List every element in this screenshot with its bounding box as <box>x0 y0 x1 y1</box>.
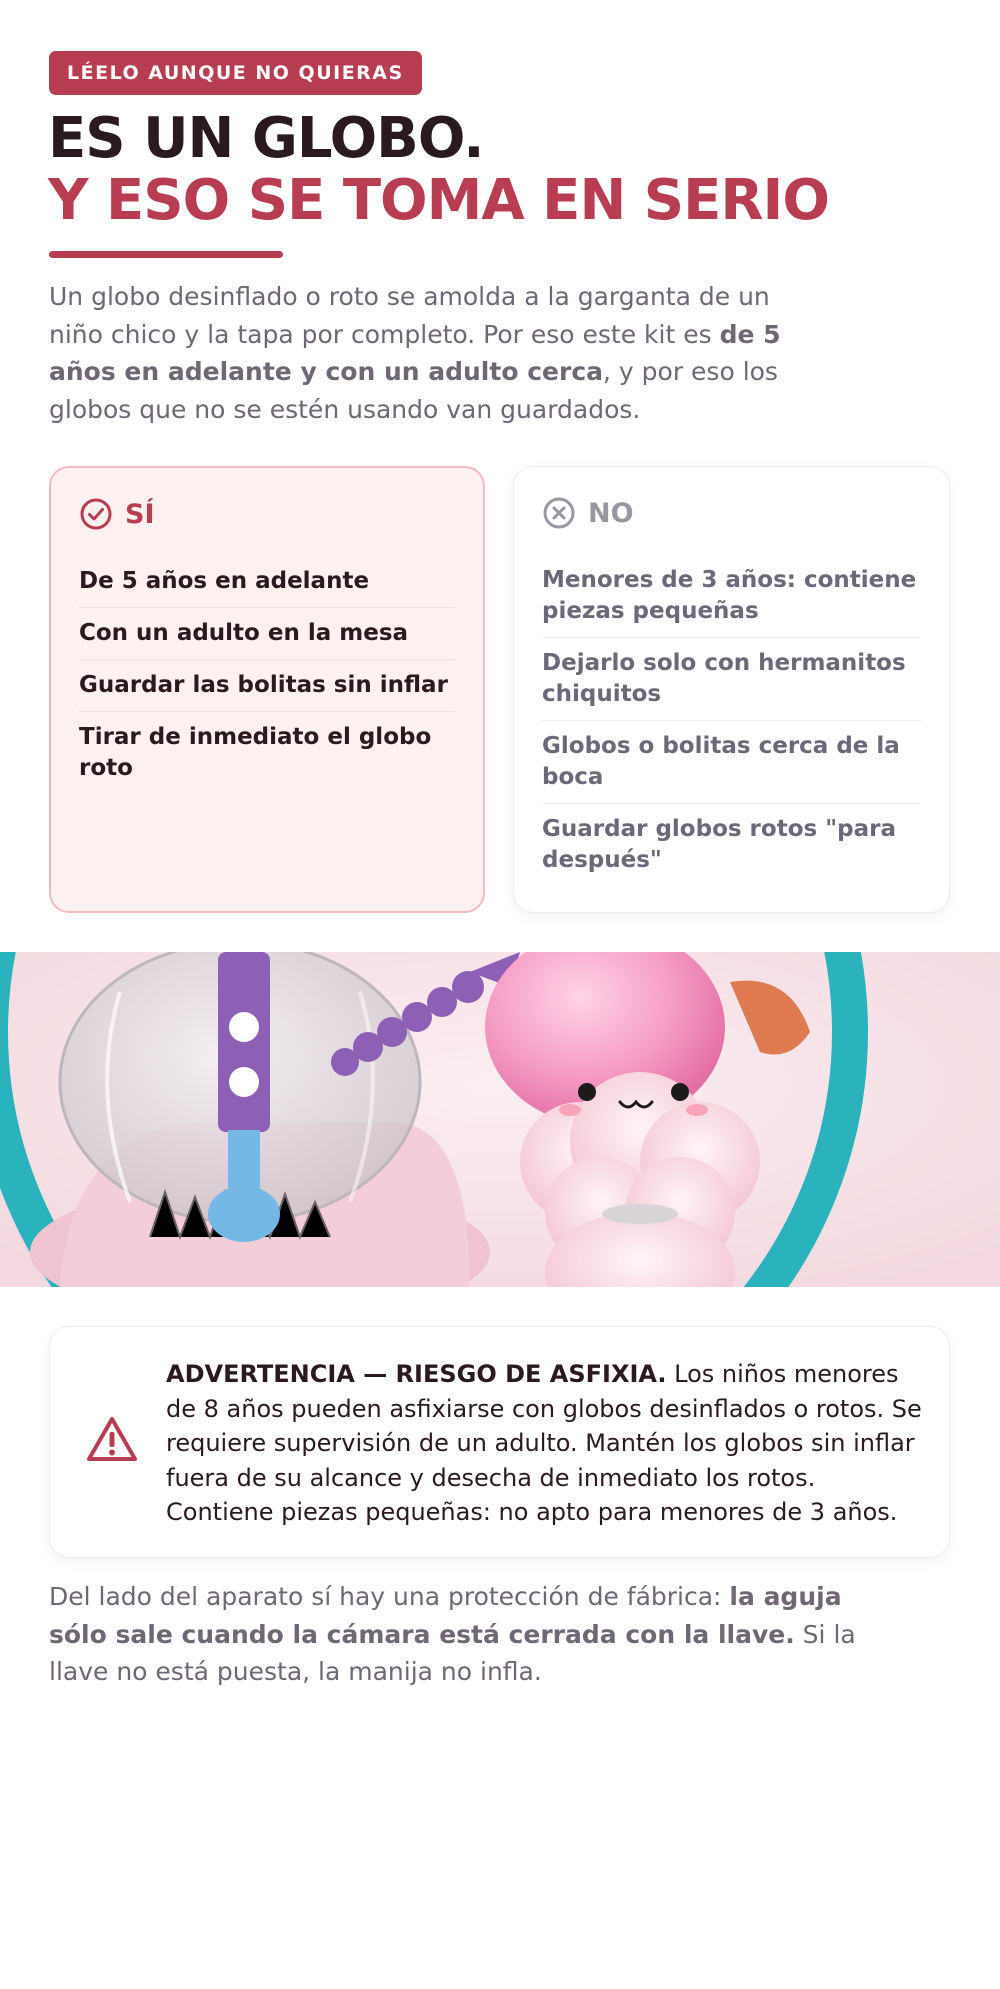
footer-text-2: Si la llave no está puesta, la manija no infla. <box>49 1619 856 1686</box>
footer-bold: la aguja sólo sale cuando la cámara está cerrada con la llave. <box>49 1582 842 1649</box>
yes-list <box>79 556 455 794</box>
footer-text-1: Del lado del aparato sí hay una protección de fábrica: <box>49 1582 730 1611</box>
warning-body: Los niños menores de 8 años pueden asfixiarse con globos desinflados o rotos. Se requiere supervisión de un adulto. Mantén los globos sin inflar fuera de su alcance y desecha de inmediato los rotos. Contiene piezas pequeñas: no apto para menores de 3 años. <box>166 1360 922 1526</box>
yes-item: Tirar de inmediato el globo roto <box>79 724 432 781</box>
warning-text <box>166 1357 926 1530</box>
yes-card-header <box>79 494 455 534</box>
no-card <box>513 466 950 913</box>
yes-item: Con un adulto en la mesa <box>79 608 455 660</box>
intro-paragraph <box>49 278 809 428</box>
headline-line-1: ES UN GLOBO. <box>48 106 484 171</box>
no-card-header <box>542 493 921 533</box>
intro-bold: de 5 años en adelante y con un adulto cerca <box>49 319 781 386</box>
x-circle-icon <box>542 496 576 530</box>
no-item: Dejarlo solo con hermanitos chiquitos <box>542 638 921 721</box>
product-illustration <box>0 952 1000 1287</box>
no-card-title: NO <box>588 497 634 529</box>
footer-note <box>49 1578 869 1691</box>
yes-item: De 5 años en adelante <box>79 556 455 608</box>
product-photo <box>0 952 1000 1287</box>
no-list <box>542 555 921 886</box>
intro-text-1: Un globo desinflado o roto se amolda a la garganta de un niño chico y la tapa por completo. Por eso este kit es <box>49 282 770 349</box>
warning-bold: ADVERTENCIA — RIESGO DE ASFIXIA. <box>166 1360 667 1388</box>
no-item: Guardar globos rotos "para después" <box>542 816 897 873</box>
headline-underline <box>49 251 283 258</box>
yes-item: Guardar las bolitas sin inflar <box>79 660 455 712</box>
no-item: Globos o bolitas cerca de la boca <box>542 721 921 804</box>
headline <box>48 108 829 232</box>
yes-card-title: SÍ <box>125 498 155 530</box>
yes-card <box>49 466 485 913</box>
headline-line-2: Y ESO SE TOMA EN SERIO <box>48 168 829 233</box>
check-circle-icon <box>79 497 113 531</box>
warning-triangle-icon <box>86 1415 138 1463</box>
eyebrow-badge: LÉELO AUNQUE NO QUIERAS <box>49 51 422 95</box>
warning-box <box>49 1326 950 1558</box>
no-item: Menores de 3 años: contiene piezas pequeñas <box>542 555 921 638</box>
intro-text-2: , y por eso los globos que no se estén usando van guardados. <box>49 357 778 424</box>
